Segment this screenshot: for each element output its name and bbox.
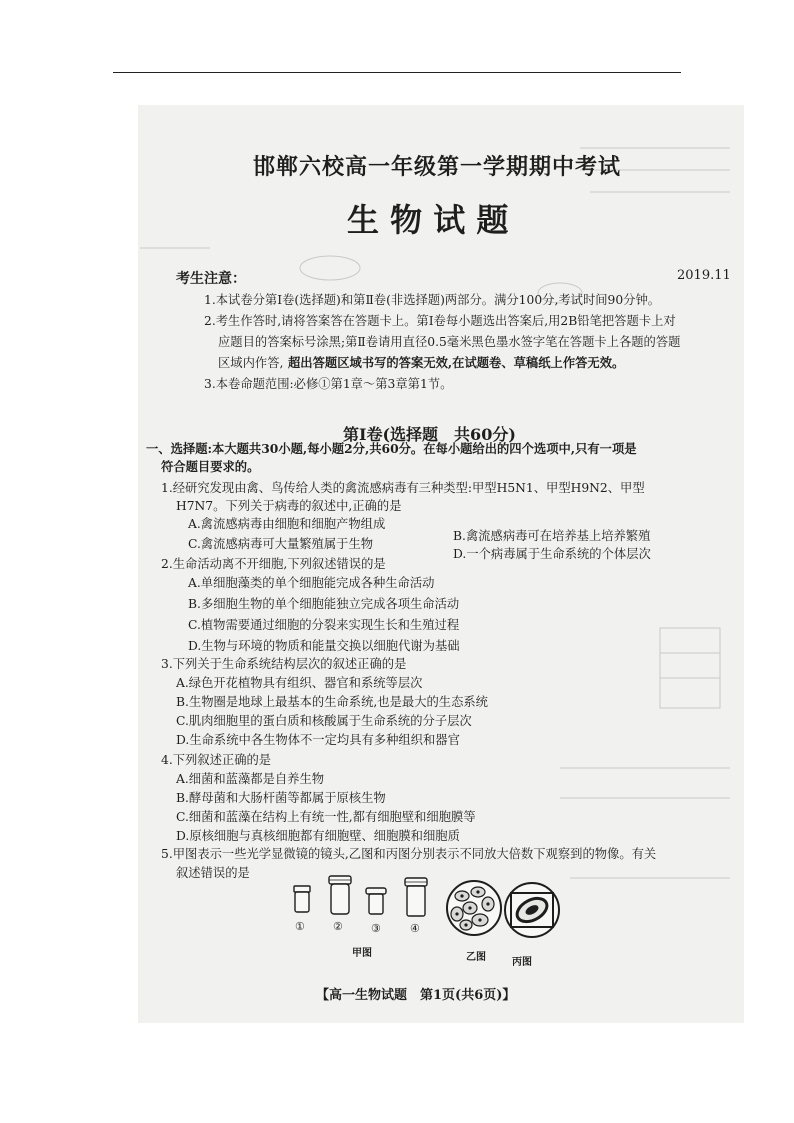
q1-option-b: B.禽流感病毒可在培养基上培养繁殖 [453, 529, 651, 543]
q2-stem: 2.生命活动离不开细胞,下列叙述错误的是 [161, 557, 386, 571]
q3-option-b: B.生物圈是地球上最基本的生命系统,也是最大的生态系统 [176, 695, 488, 709]
section-intro: 一、选择题:本大题共30小题,每小题2分,共60分。在每小题给出的四个选项中,只有一项是 [146, 441, 637, 456]
section-intro-cont: 符合题目要求的。 [161, 459, 260, 474]
section-title: 第Ⅰ卷(选择题 共60分) [343, 425, 516, 444]
q2-option-d: D.生物与环境的物质和能量交换以细胞代谢为基础 [188, 639, 460, 653]
field-of-view-bing [502, 880, 562, 940]
exam-title: 邯郸六校高一年级第一学期期中考试 [253, 154, 622, 180]
notice-item-2-cont: 应题目的答案标号涂黑;第Ⅱ卷请用直径0.5毫米黑色墨水签字笔在答题卡上各题的答题 [218, 335, 681, 349]
q1-option-d: D.一个病毒属于生命系统的个体层次 [453, 547, 651, 561]
q2-option-b: B.多细胞生物的单个细胞能独立完成各项生命活动 [188, 597, 460, 611]
q1-option-c: C.禽流感病毒可大量繁殖属于生物 [188, 537, 374, 551]
lens-label-2: ② [333, 920, 343, 933]
q3-stem: 3.下列关于生命系统结构层次的叙述正确的是 [161, 657, 407, 671]
q4-stem: 4.下列叙述正确的是 [161, 753, 272, 767]
q4-option-b: B.酵母菌和大肠杆菌等都属于原核生物 [176, 791, 386, 805]
lens-label-4: ④ [410, 922, 420, 935]
q4-option-a: A.细菌和蓝藻都是自养生物 [176, 772, 325, 786]
figure-yi-caption: 乙图 [466, 952, 486, 963]
subject-title: 生 物 试 题 [347, 201, 509, 239]
q1-option-a: A.禽流感病毒由细胞和细胞产物组成 [188, 517, 386, 531]
lens-label-3: ③ [371, 922, 381, 935]
q5-stem: 5.甲图表示一些光学显微镜的镜头,乙图和丙图分别表示不同放大倍数下观察到的物像。有关 [161, 847, 657, 861]
q3-option-d: D.生命系统中各生物体不一定均具有多种组织和器官 [176, 733, 460, 747]
q1-stem: 1.经研究发现由禽、鸟传给人类的禽流感病毒有三种类型:甲型H5N1、甲型H9N2、甲型 [161, 481, 645, 495]
notice-item-2-cont2: 区域内作答, [218, 356, 284, 370]
notice-item-2-warning: 超出答题区域书写的答案无效,在试题卷、草稿纸上作答无效。 [288, 355, 625, 370]
notice-item-2: 2.考生作答时,请将答案答在答题卡上。第Ⅰ卷每小题选出答案后,用2B铅笔把答题卡上对 [204, 314, 676, 328]
notice-item-1: 1.本试卷分第Ⅰ卷(选择题)和第Ⅱ卷(非选择题)两部分。满分100分,考试时间90分钟。 [204, 293, 661, 307]
q3-option-c: C.肌肉细胞里的蛋白质和核酸属于生命系统的分子层次 [176, 714, 472, 728]
figure-jia-caption: 甲图 [352, 948, 372, 959]
top-rule [113, 72, 681, 73]
q1-stem-cont: H7N7。下列关于病毒的叙述中,正确的是 [176, 499, 402, 513]
figure-bing-caption: 丙图 [512, 957, 532, 968]
q2-option-a: A.单细胞藻类的单个细胞能完成各种生命活动 [188, 576, 435, 590]
lens-label-1: ① [295, 920, 305, 933]
notice-item-3: 3.本卷命题范围:必修①第1章～第3章第1节。 [204, 377, 453, 391]
q2-option-c: C.植物需要通过细胞的分裂来实现生长和生殖过程 [188, 618, 460, 632]
field-of-view-yi [444, 878, 504, 938]
q3-option-a: A.绿色开花植物具有组织、器官和系统等层次 [176, 676, 423, 690]
q4-option-c: C.细菌和蓝藻在结构上有统一性,都有细胞壁和细胞膜等 [176, 810, 476, 824]
exam-date: 2019.11 [677, 268, 731, 283]
q4-option-d: D.原核细胞与真核细胞都有细胞壁、细胞膜和细胞质 [176, 829, 460, 843]
notice-heading: 考生注意： [176, 271, 246, 287]
q5-stem-cont: 叙述错误的是 [176, 866, 250, 880]
page-footer: 【高一生物试题 第1页(共6页)】 [316, 988, 516, 1003]
lens-figure [285, 872, 445, 934]
